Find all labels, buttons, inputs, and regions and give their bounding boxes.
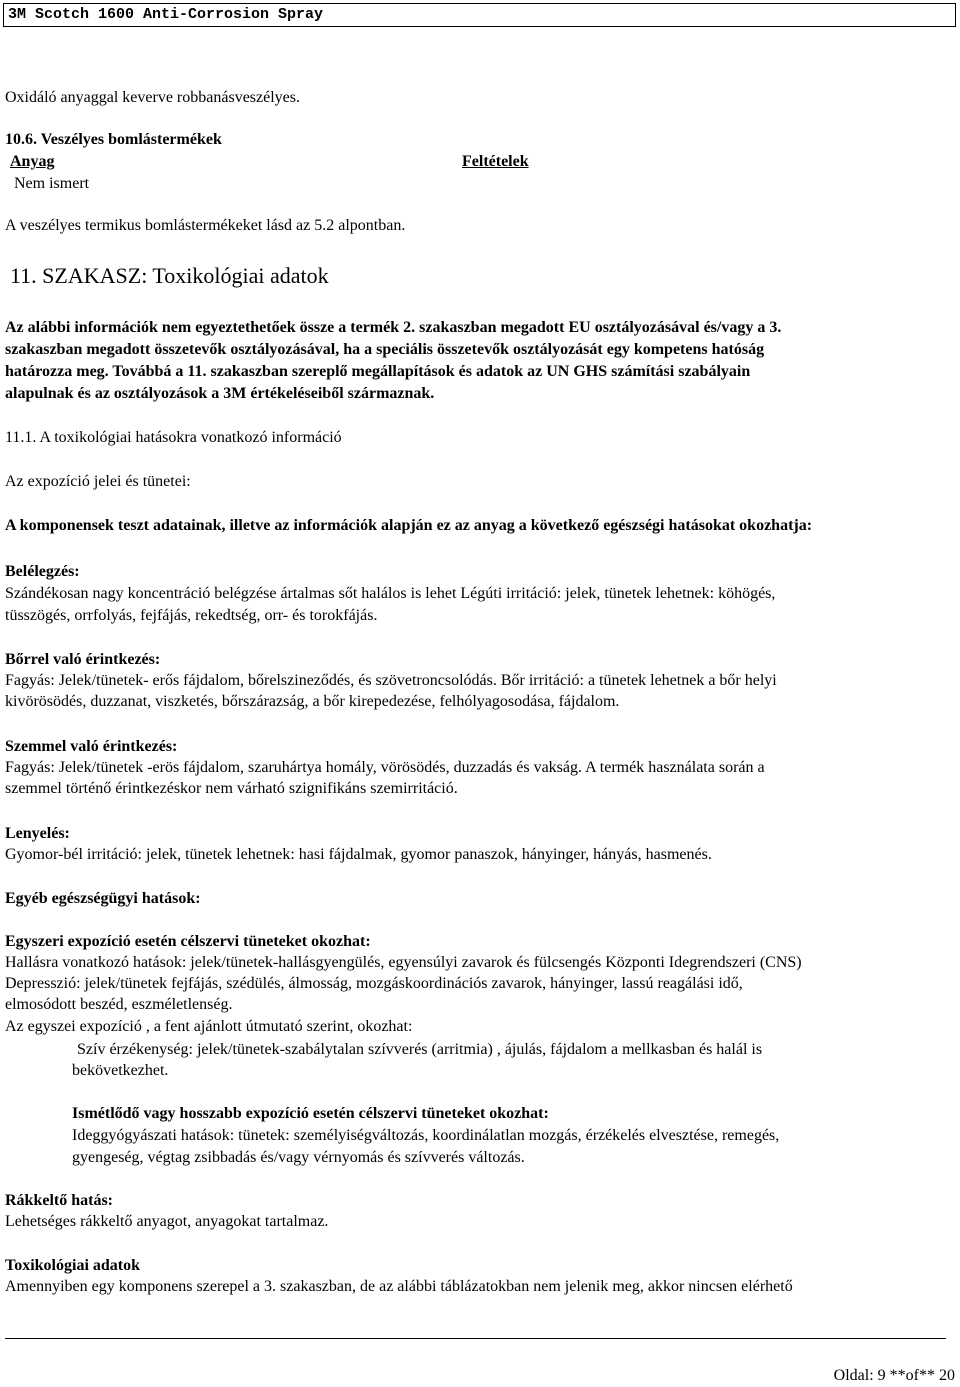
inhalation-label: Belélegzés: — [5, 563, 80, 580]
single-exposure-line: Az egyszei expozíció , a fent ajánlott útmutató szerint, okozhat: — [5, 1018, 413, 1035]
single-exposure-line: Depresszió: jelek/tünetek fejfájás, szédülés, álmosság, mozgáskoordinációs zavarok, hányinger, lassú reagálási idő, — [5, 975, 743, 992]
single-exposure-line: elmosódott beszéd, eszméletlenség. — [5, 996, 233, 1013]
toxicological-data-label: Toxikológiai adatok — [5, 1257, 141, 1274]
repeated-exposure-line: Ideggyógyászati hatások: tünetek: személyiségváltozás, koordinálatlan mozgás, érzékelés elvesztése, remegés, — [72, 1127, 780, 1144]
repeated-exposure-label: Ismétlődő vagy hosszabb expozíció esetén célszervi tüneteket okozhat: — [72, 1105, 549, 1122]
skin-label: Bőrrel való érintkezés: — [5, 651, 161, 668]
intro-line: alapulnak és az osztályozások a 3M értékeléseiből származnak. — [5, 385, 435, 402]
single-exposure-label: Egyszeri expozíció esetén célszervi tüneteket okozhat: — [5, 933, 371, 950]
carcinogenicity-text: Lehetséges rákkeltő anyagot, anyagokat tartalmaz. — [5, 1213, 329, 1230]
skin-line: kivörösödés, duzzanat, viszketés, bőrszárazság, a bőr kirepedezése, felhólyagosodása, fájdalom. — [5, 693, 620, 710]
decomposition-note: A veszélyes termikus bomlástermékeket lásd az 5.2 alpontban. — [5, 217, 406, 234]
other-effects-label: Egyéb egészségügyi hatások: — [5, 890, 201, 907]
eye-line: Fagyás: Jelek/tünetek -erös fájdalom, szaruhártya homály, vörösödés, duzzadás és vakság. A termék használata során a — [5, 759, 765, 776]
inhalation-line: tüsszögés, orrfolyás, fejfájás, rekedtség, orr- és torokfájás. — [5, 607, 378, 624]
document-header: 3M Scotch 1600 Anti-Corrosion Spray — [3, 3, 956, 27]
components-text: A komponensek teszt adatainak, illetve az információk alapján ez az anyag a következő egészségi hatásokat okozhatja: — [5, 517, 813, 534]
footer-rule — [5, 1338, 946, 1339]
intro-line: Az alábbi információk nem egyeztethetőek össze a termék 2. szakaszban megadott EU osztályozásával és/vagy a 3. — [5, 319, 782, 336]
section-11-1-heading: 11.1. A toxikológiai hatásokra vonatkozó információ — [5, 429, 342, 446]
column-substance: Anyag — [10, 153, 55, 170]
ingestion-label: Lenyelés: — [5, 825, 70, 842]
repeated-exposure-line: gyengeség, végtag zsibbadás és/vagy vérnyomás és szívverés változás. — [72, 1149, 525, 1166]
eye-label: Szemmel való érintkezés: — [5, 738, 178, 755]
skin-line: Fagyás: Jelek/tünetek- erős fájdalom, bőrelszineződés, és szövetroncsolódás. Bőr irritáció: a tünetek lehetnek a bőr helyi — [5, 672, 777, 689]
toxicological-data-text: Amennyiben egy komponens szerepel a 3. szakaszban, de az alábbi táblázatokban nem jelenik meg, akkor nincsen elérhető — [5, 1278, 793, 1295]
section-10-6-heading: 10.6. Veszélyes bomlástermékek — [5, 131, 222, 148]
intro-line: határozza meg. Továbbá a 11. szakaszban szereplő megállapítások és adatok az UN GHS számítási szabályain — [5, 363, 751, 380]
section-11-title: 11. SZAKASZ: Toxikológiai adatok — [10, 263, 329, 288]
substance-unknown: Nem ismert — [14, 175, 90, 192]
page-number: Oldal: 9 **of** 20 — [833, 1367, 955, 1384]
cardiac-line: Szív érzékenység: jelek/tünetek-szabálytalan szívverés (arritmia) , ájulás, fájdalom a mellkasban és halál is — [77, 1041, 763, 1058]
inhalation-line: Szándékosan nagy koncentráció belégzése ártalmas sőt halálos is lehet Légúti irritáció: jelek, tünetek lehetnek: köhögés, — [5, 585, 776, 602]
oxidizer-warning: Oxidáló anyaggal keverve robbanásveszélyes. — [5, 89, 300, 106]
signs-label: Az expozíció jelei és tünetei: — [5, 473, 191, 490]
carcinogenicity-label: Rákkeltő hatás: — [5, 1192, 114, 1209]
single-exposure-line: Hallásra vonatkozó hatások: jelek/tünetek-hallásgyengülés, egyensúlyi zavarok és fülcsengés Központi Idegrendszeri (CNS) — [5, 954, 802, 971]
column-conditions: Feltételek — [462, 153, 529, 170]
eye-line: szemmel történő érintkezéskor nem várható szignifikáns szemirritáció. — [5, 780, 458, 797]
cardiac-line: bekövetkezhet. — [72, 1062, 169, 1079]
intro-line: szakaszban megadott összetevők osztályozásával, ha a speciális összetevők osztályozását egy kompetens hatóság — [5, 341, 765, 358]
ingestion-line: Gyomor-bél irritáció: jelek, tünetek lehetnek: hasi fájdalmak, gyomor panaszok, hányinger, hányás, hasmenés. — [5, 846, 712, 863]
